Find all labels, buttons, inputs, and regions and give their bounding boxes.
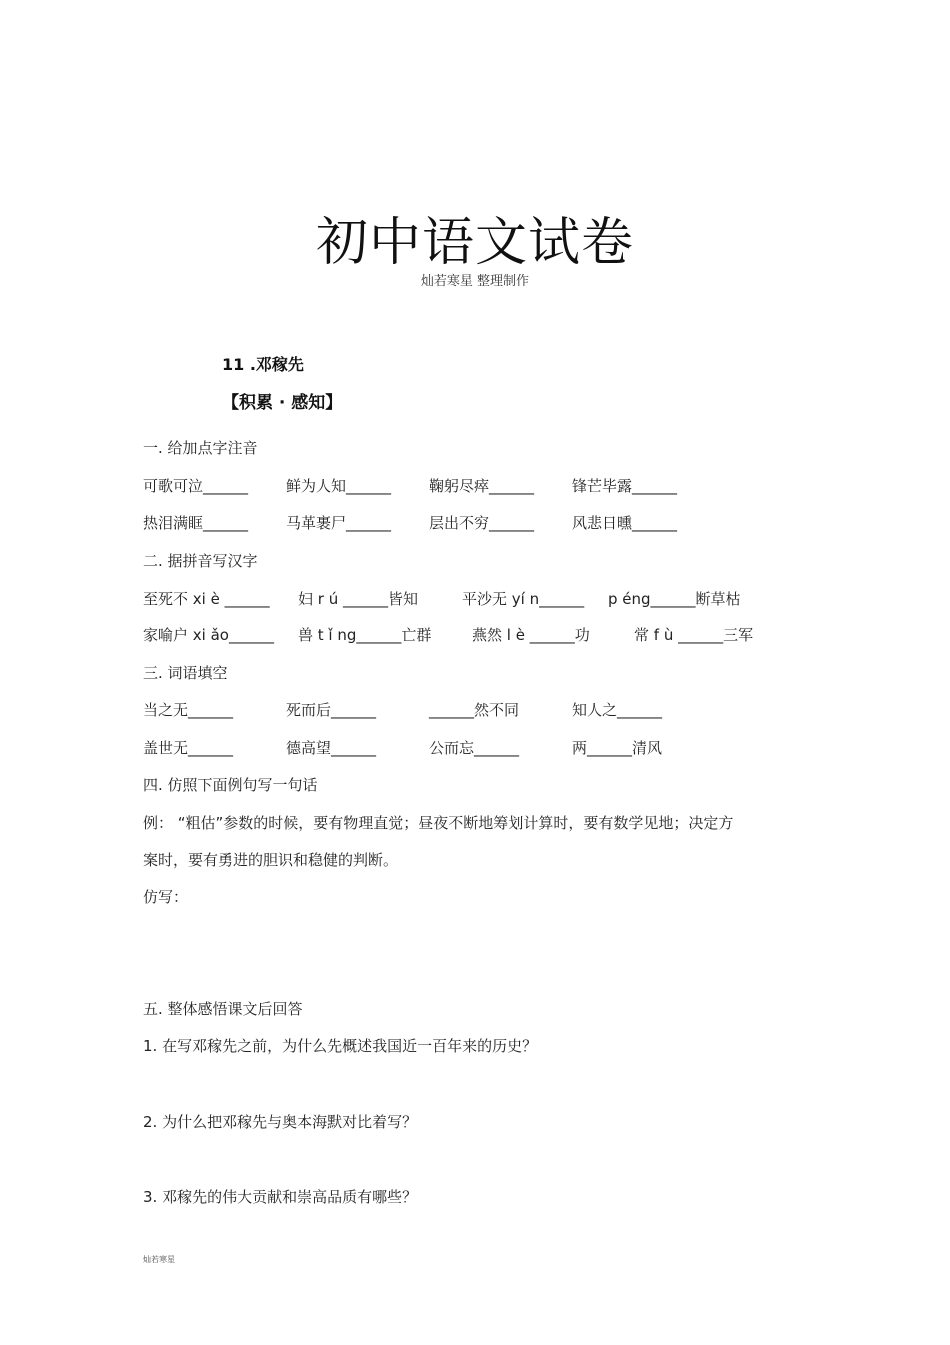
q4-example-line: 例： “粗估”参数的时候，要有物理直觉；昼夜不断地筹划计算时，要有数学见地；决定方 bbox=[143, 814, 734, 832]
q5-question: 3. 邓稼先的伟大贡献和崇高品质有哪些？ bbox=[143, 1188, 418, 1206]
q1-item: 热泪满眶______ bbox=[143, 514, 249, 532]
q2-item: p éng______断草枯 bbox=[608, 590, 741, 608]
q1-item: 鞠躬尽瘁______ bbox=[429, 477, 535, 495]
q3-item: ______然不同 bbox=[429, 701, 520, 719]
q4-imitate-label: 仿写： bbox=[143, 888, 189, 906]
q2-item: 兽 t ǐ ng______亡群 bbox=[298, 626, 432, 644]
q5-heading: 五. 整体感悟课文后回答 bbox=[143, 1000, 303, 1018]
q1-item: 层出不穷______ bbox=[429, 514, 535, 532]
q2-item: 平沙无 yí n______ bbox=[462, 590, 585, 608]
q3-item: 德高望______ bbox=[286, 739, 377, 757]
q1-heading: 一. 给加点字注音 bbox=[143, 439, 258, 457]
q2-item: 妇 r ú ______皆知 bbox=[298, 590, 418, 608]
footer-text: 灿若寒星 bbox=[143, 1255, 175, 1264]
q1-item: 马革裹尸______ bbox=[286, 514, 392, 532]
q1-item: 锋芒毕露______ bbox=[572, 477, 678, 495]
lesson-title: 11 .邓稼先 bbox=[222, 355, 304, 374]
q4-example-line: 案时，要有勇进的胆识和稳健的判断。 bbox=[143, 851, 399, 869]
q3-item: 盖世无______ bbox=[143, 739, 234, 757]
q5-question: 1. 在写邓稼先之前，为什么先概述我国近一百年来的历史？ bbox=[143, 1037, 538, 1055]
page-subtitle: 灿若寒星 整理制作 bbox=[420, 274, 530, 289]
q3-item: 当之无______ bbox=[143, 701, 234, 719]
q3-item: 死而后______ bbox=[286, 701, 377, 719]
q3-item: 知人之______ bbox=[572, 701, 663, 719]
q1-item: 可歌可泣______ bbox=[143, 477, 249, 495]
q3-item: 两______清风 bbox=[572, 739, 663, 757]
q2-item: 燕然 l è ______功 bbox=[472, 626, 590, 644]
q3-heading: 三. 词语填空 bbox=[143, 664, 228, 682]
q3-item: 公而忘______ bbox=[429, 739, 520, 757]
q1-item: 鲜为人知______ bbox=[286, 477, 392, 495]
q4-heading: 四. 仿照下面例句写一句话 bbox=[143, 776, 318, 794]
q5-question: 2. 为什么把邓稼先与奥本海默对比着写？ bbox=[143, 1113, 418, 1131]
q1-item: 风悲日曛______ bbox=[572, 514, 678, 532]
q2-item: 常 f ù ______三军 bbox=[634, 626, 754, 644]
page-title: 初中语文试卷 bbox=[315, 213, 634, 273]
q2-item: 家喻户 xi ǎo______ bbox=[143, 626, 274, 644]
q2-item: 至死不 xi è ______ bbox=[143, 590, 270, 608]
section-label: 【积累 · 感知】 bbox=[222, 393, 343, 413]
q2-heading: 二. 据拼音写汉字 bbox=[143, 552, 258, 570]
